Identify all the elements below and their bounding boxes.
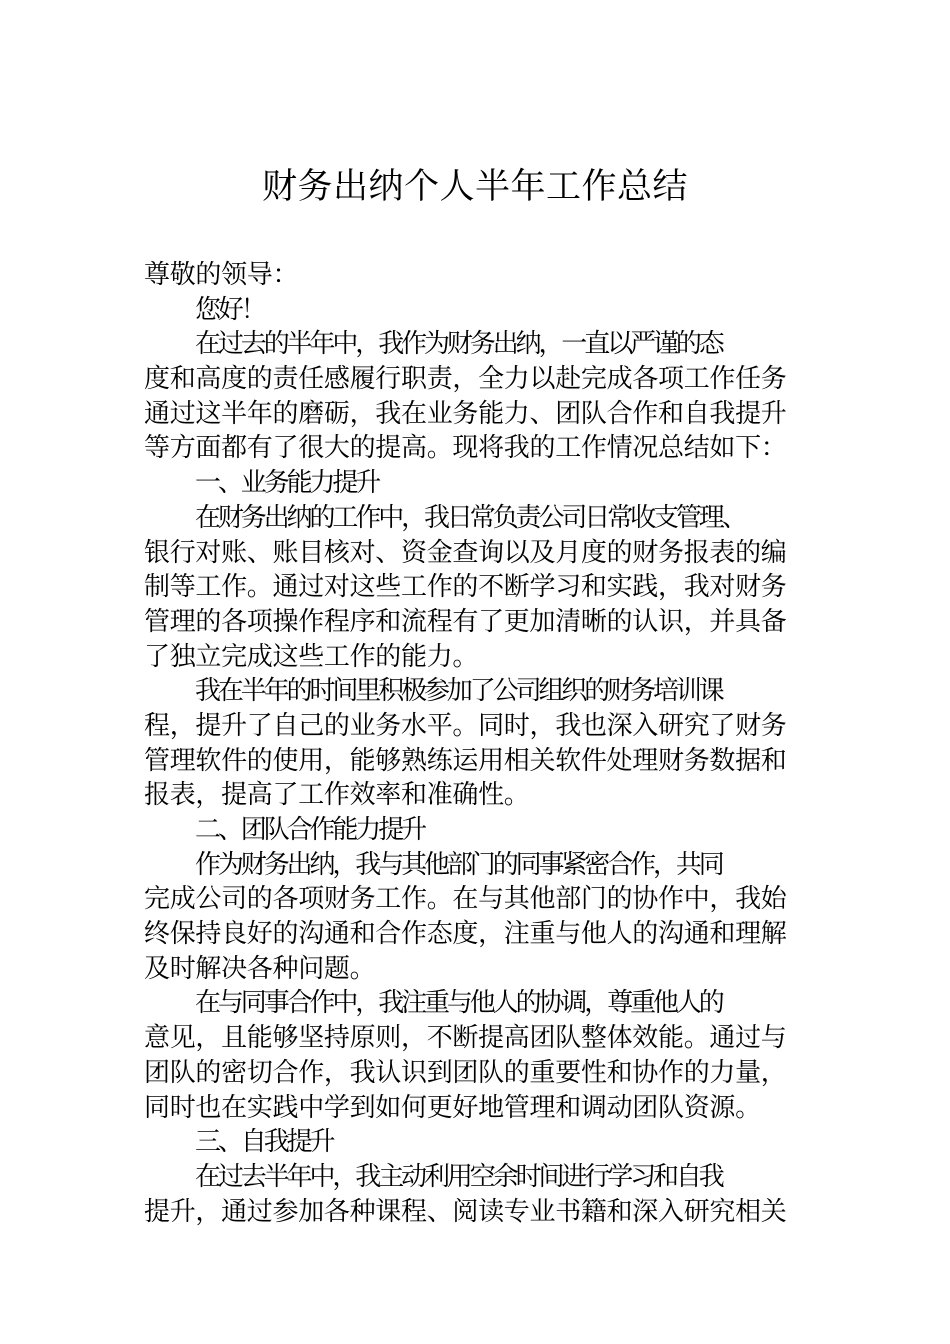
text-line: 度和高度的责任感履行职责，全力以赴完成各项工作任务 [144, 364, 787, 395]
text-line: 尊敬的领导： [144, 260, 299, 290]
text-line: 及时解决各种问题。 [144, 953, 376, 984]
text-line: 作为财务出纳，我与其他部门的同事紧密合作，共同 [195, 849, 722, 880]
text-line: 同时也在实践中学到如何更好地管理和调动团队资源。 [144, 1092, 761, 1123]
text-line: 意见，且能够坚持原则，不断提高团队整体效能。通过与 [144, 1023, 787, 1054]
text-line: 管理的各项操作程序和流程有了更加清晰的认识，并具备 [144, 606, 787, 637]
text-line: 管理软件的使用，能够熟练运用相关软件处理财务数据和 [144, 745, 787, 776]
text-line: 在过去的半年中，我作为财务出纳，一直以严谨的态 [195, 329, 722, 360]
text-line: 二、团队合作能力提升 [195, 815, 425, 845]
text-line: 三、自我提升 [195, 1127, 333, 1158]
text-line: 团队的密切合作，我认识到团队的重要性和协作的力量， [144, 1057, 787, 1088]
text-line: 制等工作。通过对这些工作的不断学习和实践，我对财务 [144, 572, 787, 603]
text-line: 您好！ [195, 294, 264, 325]
text-line: 在财务出纳的工作中，我日常负责公司日常收支管理、 [195, 502, 745, 533]
text-line: 银行对账、账目核对、资金查询以及月度的财务报表的编 [144, 537, 787, 568]
text-line: 一、业务能力提升 [195, 468, 379, 499]
text-line: 提升，通过参加各种课程、阅读专业书籍和深入研究相关 [144, 1196, 787, 1227]
text-line: 等方面都有了很大的提高。现将我的工作情况总结如下： [144, 433, 787, 464]
text-line: 报表，提高了工作效率和准确性。 [144, 780, 530, 811]
document-title: 财务出纳个人半年工作总结 [261, 167, 688, 207]
text-line: 终保持良好的沟通和合作态度，注重与他人的沟通和理解 [144, 919, 787, 950]
text-line: 程，提升了自己的业务水平。同时，我也深入研究了财务 [144, 710, 787, 741]
text-line: 了独立完成这些工作的能力。 [144, 641, 479, 672]
document-body [144, 258, 824, 1229]
text-line: 通过这半年的磨砺，我在业务能力、团队合作和自我提升 [144, 398, 787, 429]
text-line: 在过去半年中，我主动利用空余时间进行学习和自我 [195, 1161, 722, 1192]
text-line: 在与同事合作中，我注重与他人的协调，尊重他人的 [195, 988, 722, 1019]
text-line: 我在半年的时间里积极参加了公司组织的财务培训课 [195, 676, 722, 707]
text-line: 完成公司的各项财务工作。在与其他部门的协作中，我始 [144, 884, 787, 915]
